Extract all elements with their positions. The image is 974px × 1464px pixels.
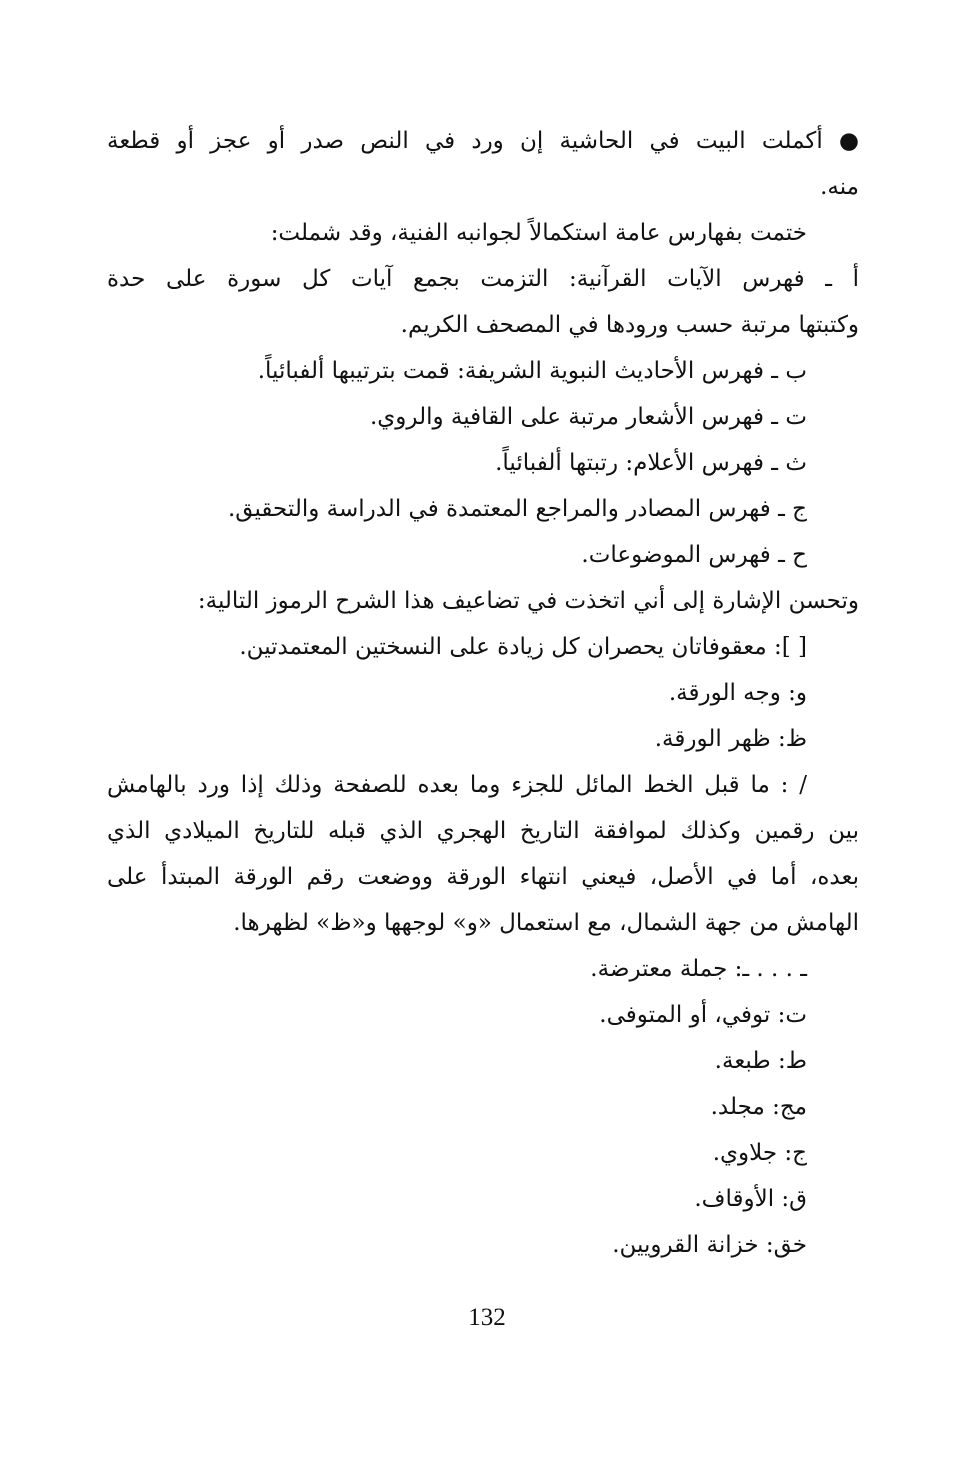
intro-paragraph: ختمت بفهارس عامة استكمالاً لجوانبه الفنية، وقد شملت: <box>270 220 807 246</box>
page-number: 132 <box>468 1304 506 1331</box>
symbol-died: ت: توفي، أو المتوفى. <box>599 1002 807 1028</box>
index-item-a-line-2: وكتبتها مرتبة حسب ورودها في المصحف الكريم. <box>400 312 859 338</box>
symbol-slash-line-1: / : ما قبل الخط المائل للجزء وما بعده للصفحة وذلك إذا ورد بالهامش <box>107 772 807 798</box>
symbol-brackets: [ ]: معقوفاتان يحصران كل زيادة على النسختين المعتمدتين. <box>239 634 807 660</box>
symbol-slash-line-4: الهامش من جهة الشمال، مع استعمال «و» لوجهها و«ظ» لظهرها. <box>233 910 859 936</box>
index-item-a-line-1: أ ـ فهرس الآيات القرآنية: التزمت بجمع آيات كل سورة على حدة <box>107 266 859 292</box>
symbol-qarawiyyin: خق: خزانة القرويين. <box>612 1232 807 1258</box>
index-item-th: ث ـ فهرس الأعلام: رتبتها ألفبائياً. <box>495 450 807 476</box>
index-item-b: ب ـ فهرس الأحاديث النبوية الشريفة: قمت بترتيبها ألفبائياً. <box>257 358 807 384</box>
symbol-jalawi: ج: جلاوي. <box>712 1140 807 1166</box>
symbol-zah: ظ: ظهر الورقة. <box>654 726 807 752</box>
symbol-volume: مج: مجلد. <box>710 1094 807 1120</box>
symbol-slash-line-3: بعده، أما في الأصل، فيعني انتهاء الورقة ووضعت رقم الورقة المبتدأ على <box>107 864 859 890</box>
symbols-note: وتحسن الإشارة إلى أني اتخذت في تضاعيف هذا الشرح الرموز التالية: <box>197 588 859 614</box>
symbol-edition: ط: طبعة. <box>714 1048 807 1074</box>
index-item-h: ح ـ فهرس الموضوعات. <box>581 542 807 568</box>
bullet-line-1-cont: منه. <box>820 174 859 200</box>
bullet-line-1: ● أكملت البيت في الحاشية إن ورد في النص صدر أو عجز أو قطعة <box>107 128 859 154</box>
symbol-slash-line-2: بين رقمين وكذلك لموافقة التاريخ الهجري الذي قبله للتاريخ الميلادي الذي <box>107 818 859 844</box>
symbol-awqaf: ق: الأوقاف. <box>694 1186 807 1212</box>
symbol-waw: و: وجه الورقة. <box>668 680 807 706</box>
index-item-j: ج ـ فهرس المصادر والمراجع المعتمدة في الدراسة والتحقيق. <box>227 496 807 522</box>
symbol-dashes: ـ . . . ـ: جملة معترضة. <box>590 956 807 982</box>
index-item-t: ت ـ فهرس الأشعار مرتبة على القافية والروي. <box>369 404 807 430</box>
page-body <box>107 118 859 1268</box>
